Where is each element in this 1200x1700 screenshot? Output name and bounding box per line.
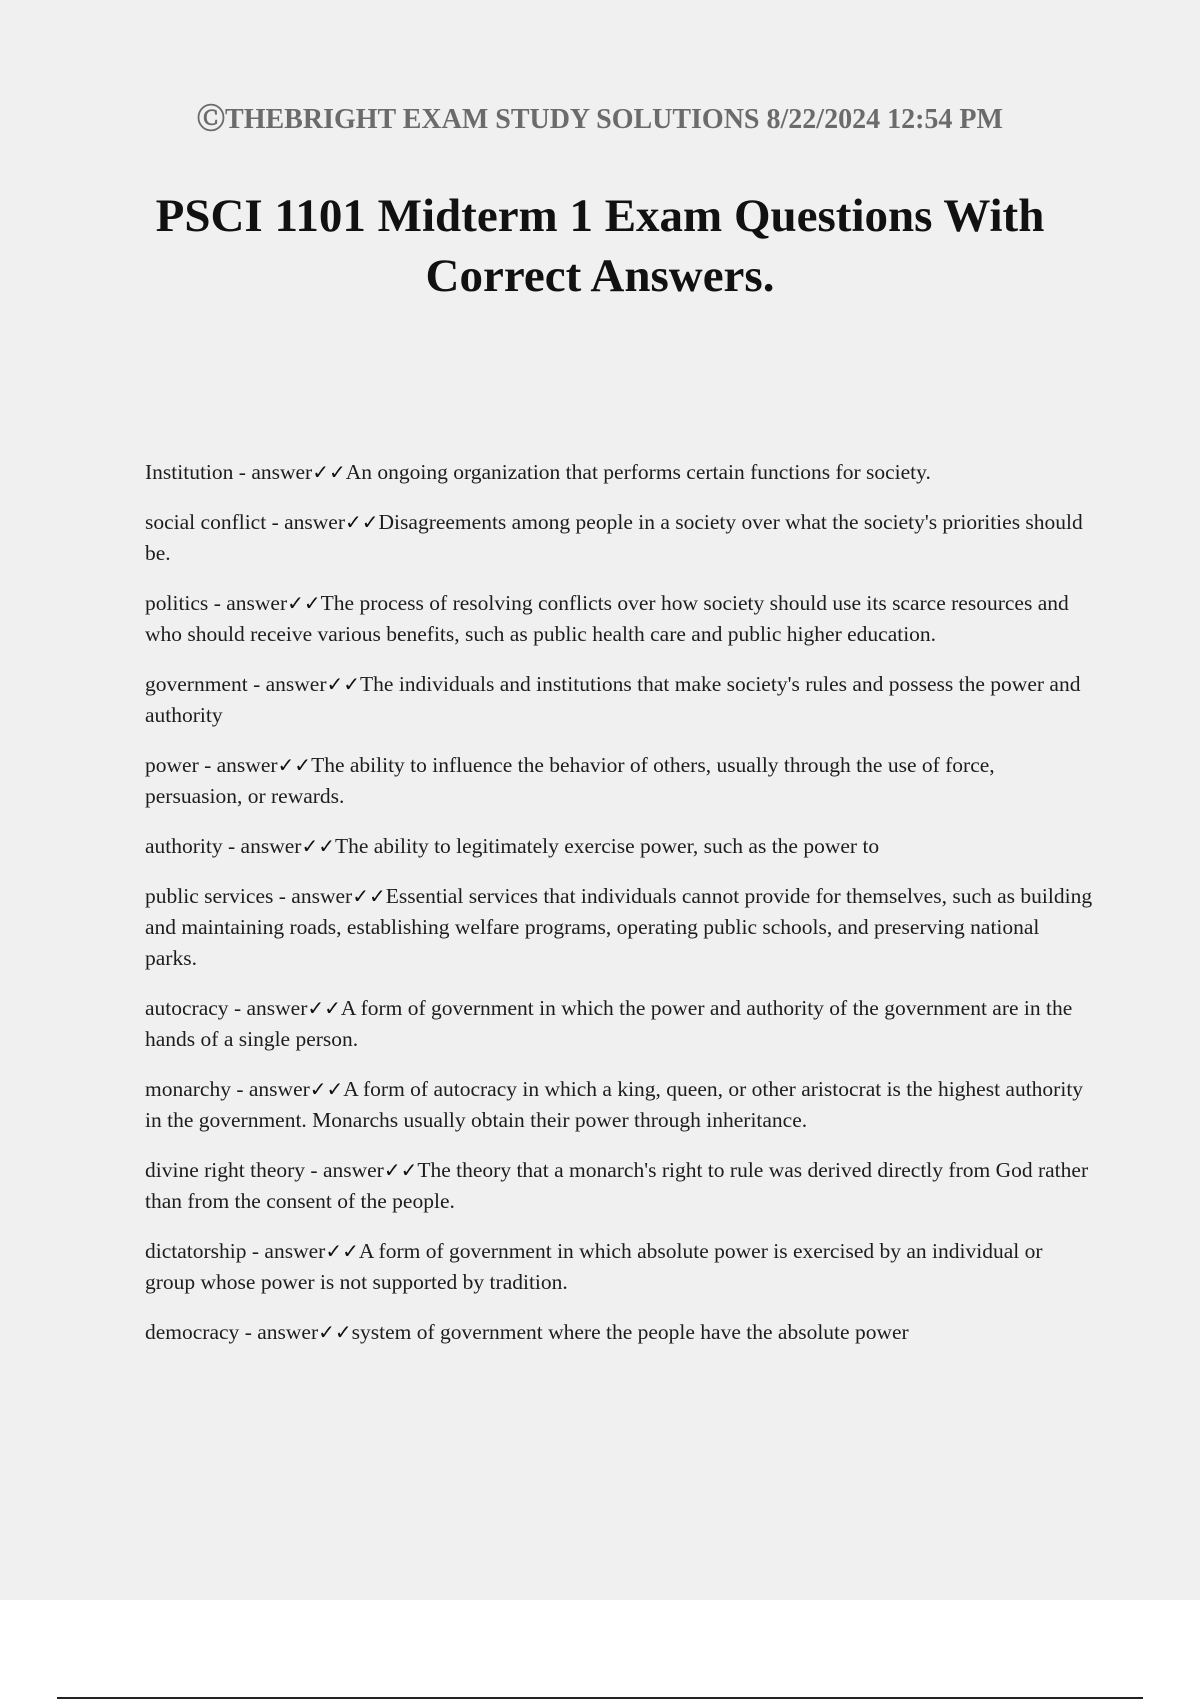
qa-item <box>145 831 1095 862</box>
qa-item <box>145 993 1095 1055</box>
qa-separator: - answer <box>228 996 308 1020</box>
qa-separator: - answer <box>305 1158 384 1182</box>
qa-item <box>145 1155 1095 1217</box>
qa-separator: - answer <box>266 510 346 534</box>
qa-item <box>145 1236 1095 1298</box>
qa-definition: system of government where the people have the absolute power <box>351 1320 909 1344</box>
qa-item <box>145 507 1095 569</box>
qa-term: politics <box>145 591 209 615</box>
qa-definition: A form of autocracy in which a king, queen, or other aristocrat is the highest authority in the government. Monarchs usually obtain their power through inheritance. <box>145 1077 1084 1132</box>
double-check-icon: ✓✓ <box>307 996 341 1020</box>
qa-definition: Essential services that individuals cannot provide for themselves, such as building and maintaining roads, establishing welfare programs, operating public schools, and preserving national parks. <box>145 884 1093 970</box>
double-check-icon: ✓✓ <box>352 884 386 908</box>
document-title: PSCI 1101 Midterm 1 Exam Questions With Correct Answers. <box>155 190 1045 302</box>
copyright-header: ⒸTHEBRIGHT EXAM STUDY SOLUTIONS 8/22/2024 12:54 PM <box>197 104 1003 135</box>
qa-item <box>145 588 1095 650</box>
qa-separator: - answer <box>247 672 327 696</box>
qa-definition: The process of resolving conflicts over how society should use its scarce resources and who should receive various benefits, such as public health care and public higher education. <box>145 591 1069 646</box>
qa-item <box>145 669 1095 731</box>
qa-term: authority <box>145 834 223 858</box>
qa-separator: - answer <box>198 753 278 777</box>
qa-item <box>145 881 1095 974</box>
qa-term: divine right theory <box>145 1158 306 1182</box>
qa-term: autocracy <box>145 996 229 1020</box>
qa-definition: A form of government in which absolute power is exercised by an individual or group whose power is not supported by tradition. <box>145 1239 1043 1294</box>
qa-term: government <box>145 672 248 696</box>
qa-term: public services <box>145 884 274 908</box>
qa-item <box>145 457 1095 488</box>
qa-definition: The individuals and institutions that make society's rules and possess the power and authority <box>145 672 1081 727</box>
qa-term: democracy <box>145 1320 240 1344</box>
qa-definition: Disagreements among people in a society over what the society's priorities should be. <box>145 510 1083 565</box>
qa-term: monarchy <box>145 1077 231 1101</box>
double-check-icon: ✓✓ <box>325 1239 359 1263</box>
qa-term: social conflict <box>145 510 267 534</box>
double-check-icon: ✓✓ <box>383 1158 418 1182</box>
qa-list <box>145 457 1095 1367</box>
qa-separator: - answer <box>239 1320 319 1344</box>
double-check-icon: ✓✓ <box>345 510 379 534</box>
qa-term: power <box>145 753 199 777</box>
double-check-icon: ✓✓ <box>326 672 361 696</box>
double-check-icon: ✓✓ <box>312 460 346 484</box>
qa-item <box>145 1074 1095 1136</box>
footer-divider <box>57 1697 1143 1699</box>
qa-item <box>145 1317 1095 1348</box>
qa-separator: - answer <box>208 591 288 615</box>
qa-separator: - answer <box>230 1077 310 1101</box>
qa-separator: - answer <box>246 1239 326 1263</box>
qa-definition: The theory that a monarch's right to rule was derived directly from God rather than from the consent of the people. <box>145 1158 1089 1213</box>
double-check-icon: ✓✓ <box>287 591 321 615</box>
qa-term: Institution <box>145 460 234 484</box>
qa-definition: A form of government in which the power and authority of the government are in the hands of a single person. <box>145 996 1073 1051</box>
double-check-icon: ✓✓ <box>301 834 335 858</box>
qa-definition: An ongoing organization that performs certain functions for society. <box>345 460 931 484</box>
qa-definition: The ability to legitimately exercise power, such as the power to <box>334 834 880 858</box>
qa-separator: - answer <box>273 884 353 908</box>
qa-definition: The ability to influence the behavior of others, usually through the use of force, persuasion, or rewards. <box>145 753 995 808</box>
qa-separator: - answer <box>233 460 313 484</box>
double-check-icon: ✓✓ <box>277 753 312 777</box>
double-check-icon: ✓✓ <box>318 1320 352 1344</box>
qa-separator: - answer <box>222 834 302 858</box>
qa-item <box>145 750 1095 812</box>
qa-term: dictatorship <box>145 1239 247 1263</box>
double-check-icon: ✓✓ <box>309 1077 344 1101</box>
